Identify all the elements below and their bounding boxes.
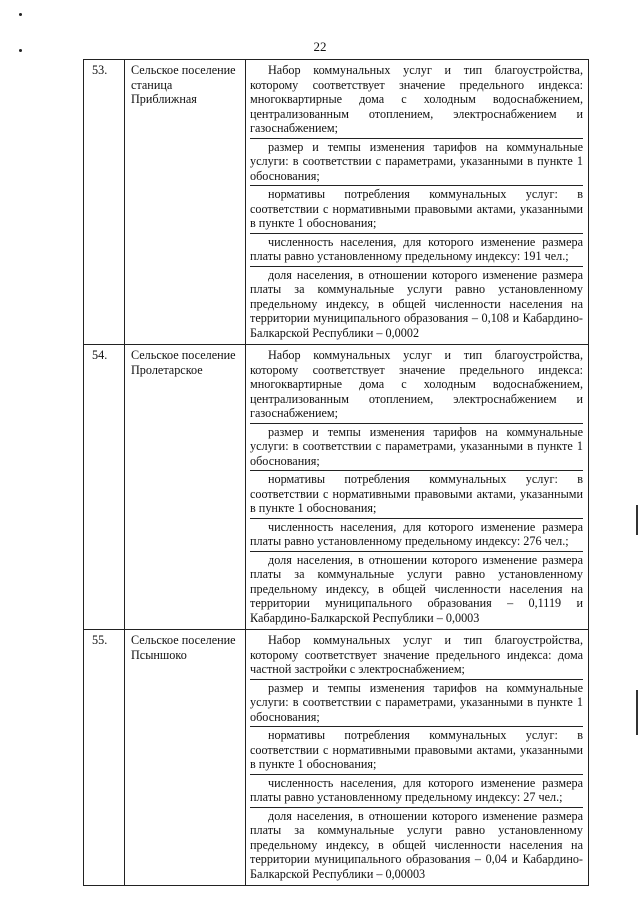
settlement-name: Сельское поселение Псыншоко [125,630,246,886]
description-cell [246,345,589,630]
row-number: 54. [84,345,125,630]
scan-edge-mark [636,505,638,535]
description-paragraph: численность населения, для которого изменение размера платы равно установленному предельному индексу: 191 чел.; [250,234,583,267]
description-cell [246,630,589,886]
scan-edge-mark [636,690,638,735]
document-table [83,59,589,886]
description-paragraph: нормативы потребления коммунальных услуг: в соответствии с нормативными правовыми актами, указанными в пункте 1 обоснования; [250,186,583,234]
description-paragraph: размер и темпы изменения тарифов на коммунальные услуги: в соответствии с параметрами, указанными в пункте 1 обоснования; [250,139,583,187]
description-cell [246,60,589,345]
row-number: 55. [84,630,125,886]
settlement-name: Сельское поселение станица Приближная [125,60,246,345]
description-paragraph: нормативы потребления коммунальных услуг: в соответствии с нормативными правовыми актами, указанными в пункте 1 обоснования; [250,727,583,775]
row-number: 53. [84,60,125,345]
description-paragraph: Набор коммунальных услуг и тип благоустройства, которому соответствует значение предельного индекса: многоквартирные дома с холодным водоснабжением, централизованным отоплением, электроснабжением и газоснабжением; [250,347,583,424]
table-row [84,630,589,886]
scan-dot [19,13,22,16]
description-paragraph: доля населения, в отношении которого изменение размера платы за коммунальные услуги равно установленному предельному индексу, в общей численности населения на территории муниципального образования – 0,1119 и Кабардино-Балкарской Республики – 0,0003 [250,552,583,625]
settlement-name: Сельское поселение Пролетарское [125,345,246,630]
description-paragraph: размер и темпы изменения тарифов на коммунальные услуги: в соответствии с параметрами, указанными в пункте 1 обоснования; [250,680,583,728]
description-paragraph: Набор коммунальных услуг и тип благоустройства, которому соответствует значение предельного индекса: дома частной застройки с электроснабжением; [250,632,583,680]
description-paragraph: доля населения, в отношении которого изменение размера платы за коммунальные услуги равно установленному предельному индексу, в общей численности населения на территории муниципального образования – 0,108 и Кабардино-Балкарской Республики – 0,0002 [250,267,583,340]
page-number: 22 [313,39,327,54]
description-paragraph: доля населения, в отношении которого изменение размера платы за коммунальные услуги равно установленному предельному индексу, в общей численности населения на территории муниципального образования – 0,04 и Кабардино-Балкарской Республики – 0,00003 [250,808,583,881]
description-paragraph: нормативы потребления коммунальных услуг: в соответствии с нормативными правовыми актами, указанными в пункте 1 обоснования; [250,471,583,519]
description-paragraph: численность населения, для которого изменение размера платы равно установленному предельному индексу: 276 чел.; [250,519,583,552]
table-row [84,60,589,345]
description-paragraph: размер и темпы изменения тарифов на коммунальные услуги: в соответствии с параметрами, указанными в пункте 1 обоснования; [250,424,583,472]
description-paragraph: Набор коммунальных услуг и тип благоустройства, которому соответствует значение предельного индекса: многоквартирные дома с холодным водоснабжением, централизованным отоплением, электроснабжением и газоснабжением; [250,62,583,139]
description-paragraph: численность населения, для которого изменение размера платы равно установленному предельному индексу: 27 чел.; [250,775,583,808]
table-row [84,345,589,630]
